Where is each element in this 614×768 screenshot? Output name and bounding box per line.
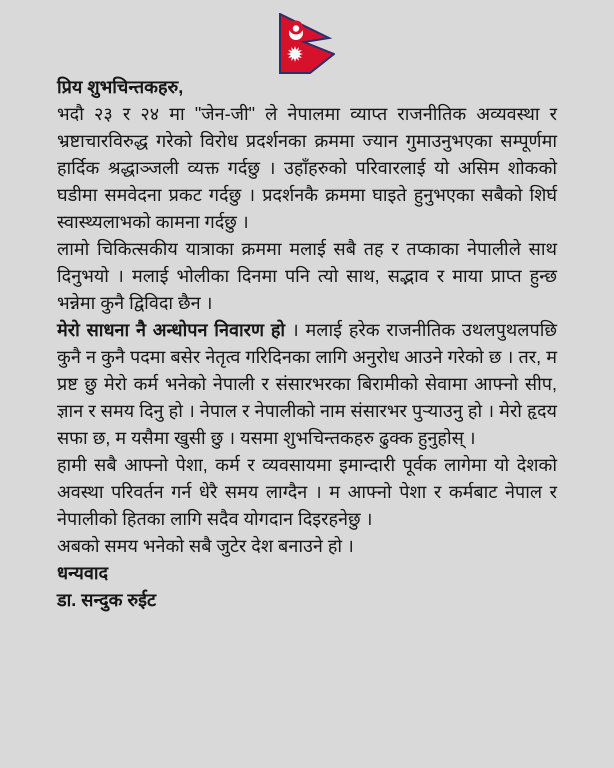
letter-body bbox=[0, 74, 614, 614]
flag-container bbox=[0, 0, 614, 74]
paragraph-mission bbox=[57, 317, 557, 452]
mission-statement-bold: मेरो साधना नै अन्धोपन निवारण हो bbox=[57, 320, 286, 340]
greeting: प्रिय शुभचिन्तकहरु, bbox=[57, 77, 184, 97]
mission-statement-rest: । मलाई हरेक राजनीतिक उथलपुथलपछि कुनै न कुनै पदमा बसेर नेतृत्व गरिदिनका लागि अनुरोध आउने गरेको छ । तर, म प्रष्ट छु मेरो कर्म भनेको नेपाली र संसारभरका बिरामीको सेवामा आफ्नो सीप, ज्ञान र समय दिनु हो । नेपाल र नेपालीको नाम संसारभर पुऱ्याउनु हो । मेरो हृदय सफा छ, म यसैमा खुसी छु । यसमा शुभचिन्तकहरु ढुक्क हुनुहोस् । bbox=[57, 320, 557, 448]
flag-field bbox=[280, 14, 334, 73]
paragraph-condolence: भदौ २३ र २४ मा "जेन-जी" ले नेपालमा व्याप्त राजनीतिक अव्यवस्था र भ्रष्टाचारविरुद्ध गरेको विरोध प्रदर्शनका क्रममा ज्यान गुमाउनुभएका सम्पूर्णमा हार्दिक श्रद्धाञ्जली व्यक्त गर्दछु । उहाँहरुको परिवारलाई यो असिम शोकको घडीमा समवेदना प्रकट गर्दछु । प्रदर्शनकै क्रममा घाइते हुनुभएका सबैको शिर्घ स्वास्थ्यलाभको कामना गर्दछु । bbox=[57, 104, 557, 232]
nepal-flag-icon bbox=[279, 13, 335, 74]
paragraph-duty: हामी सबै आफ्नो पेशा, कर्म र व्यवसायमा इमान्दारी पूर्वक लागेमा यो देशको अवस्था परिवर्तन गर्न धेरै समय लाग्दैन । म आफ्नो पेशा र कर्मबाट नेपाल र नेपालीको हितका लागि सदैव योगदान दिइरहनेछु । bbox=[57, 455, 557, 529]
moon-icon bbox=[289, 21, 303, 41]
signature: डा. सन्दुक रुईट bbox=[57, 590, 157, 610]
paragraph-gratitude: लामो चिकित्सकीय यात्राका क्रममा मलाई सबै तह र तप्काका नेपालीले साथ दिनुभयो । मलाई भोलीका दिनमा पनि त्यो साथ, सद्भाव र माया प्राप्त हुन्छ भन्नेमा कुनै द्विविदा छैन । bbox=[57, 239, 557, 313]
paragraph-unity: अबको समय भनेको सबै जुटेर देश बनाउने हो । bbox=[57, 536, 354, 556]
closing: धन्यवाद bbox=[57, 563, 109, 583]
